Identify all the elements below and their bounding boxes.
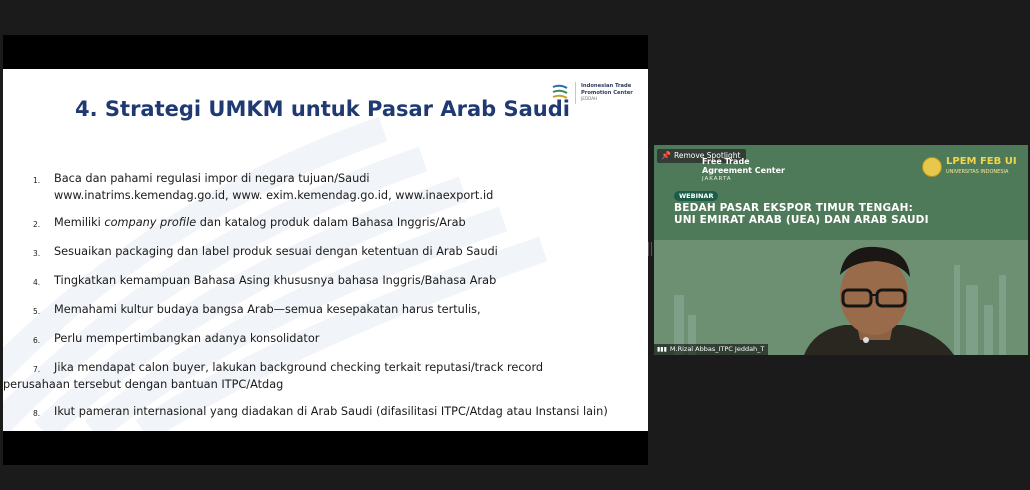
- item-number: 6.: [33, 336, 41, 345]
- webinar-badge: WEBINAR: [674, 191, 718, 201]
- item-number: 7.: [33, 365, 41, 374]
- participant-name-label: [654, 344, 768, 355]
- item-text: Ikut pameran internasional yang diadakan di Arab Saudi (difasilitasi ITPC/Atdag atau Instansi lain): [54, 405, 608, 418]
- list-item: [33, 171, 493, 203]
- list-item: [33, 273, 496, 290]
- participant-name: M.Rizal Abbas_ITPC Jeddah_T: [669, 345, 765, 353]
- webinar-title-line1: BEDAH PASAR EKSPOR TIMUR TENGAH:: [674, 202, 914, 214]
- logo-line1: Indonesian Trade: [581, 83, 632, 90]
- presentation-slide: [3, 69, 648, 431]
- ui-seal-icon: [922, 157, 942, 177]
- item-number: 3.: [33, 249, 41, 258]
- pin-icon: 📌: [661, 151, 671, 160]
- item-text: Tingkatkan kemampuan Bahasa Asing khususnya bahasa Inggris/Bahasa Arab: [54, 274, 497, 287]
- list-item: [3, 360, 544, 392]
- list-item: [33, 215, 466, 232]
- item-text-continued: perusahaan tersebut dengan bantuan ITPC/Atdag: [3, 378, 284, 391]
- item-number: 8.: [33, 409, 41, 418]
- fta-city: JAKARTA: [702, 176, 732, 182]
- signal-bars-icon: ▮▮▮: [657, 346, 667, 353]
- item-text-end: dan katalog produk dalam Bahasa Inggris/Arab: [196, 216, 466, 229]
- panel-resize-handle[interactable]: [648, 242, 652, 256]
- item-text: Memahami kultur budaya bangsa Arab—semua kesepakatan harus tertulis,: [54, 303, 481, 316]
- item-text-italic: company profile: [104, 216, 197, 229]
- fta-line2: Agreement Center: [702, 165, 785, 175]
- list-item: [33, 244, 498, 261]
- shared-screen: [3, 35, 648, 465]
- item-text: Jika mendapat calon buyer, lakukan background checking terkait reputasi/track record: [54, 361, 544, 374]
- logo-line2: Promotion Center: [581, 89, 633, 96]
- fta-line1: Free Trade: [702, 157, 750, 166]
- item-number: 5.: [33, 307, 41, 316]
- item-number: 2.: [33, 220, 41, 229]
- lpem-logo: [922, 157, 1017, 177]
- logo-line3: JEDDAH: [581, 96, 598, 102]
- webinar-title: [674, 202, 929, 226]
- slide-title: 4. Strategi UMKM untuk Pasar Arab Saudi: [75, 97, 570, 121]
- lpem-name: LPEM FEB UI: [946, 156, 1017, 167]
- list-item: [33, 331, 319, 348]
- item-text-continued: www.inatrims.kemendag.go.id, www. exim.kemendag.go.id, www.inaexport.id: [54, 189, 494, 202]
- participant-video-tile[interactable]: [654, 145, 1028, 355]
- item-text: Baca dan pahami regulasi impor di negara tujuan/Saudi: [54, 172, 370, 185]
- fta-center-logo: [702, 158, 785, 184]
- list-item: [33, 302, 481, 319]
- lpem-sub: UNIVERSITAS INDONESIA: [946, 169, 1009, 175]
- list-item: [33, 404, 608, 421]
- remove-spotlight-label: Remove Spotlight: [673, 151, 741, 160]
- item-text: Perlu mempertimbangkan adanya konsolidator: [54, 332, 320, 345]
- webinar-title-line2: UNI EMIRAT ARAB (UEA) DAN ARAB SAUDI: [674, 214, 929, 226]
- item-text-start: Memiliki: [54, 216, 105, 229]
- item-number: 1.: [33, 176, 41, 185]
- item-text: Sesuaikan packaging dan label produk sesuai dengan ketentuan di Arab Saudi: [54, 245, 498, 258]
- item-number: 4.: [33, 278, 41, 287]
